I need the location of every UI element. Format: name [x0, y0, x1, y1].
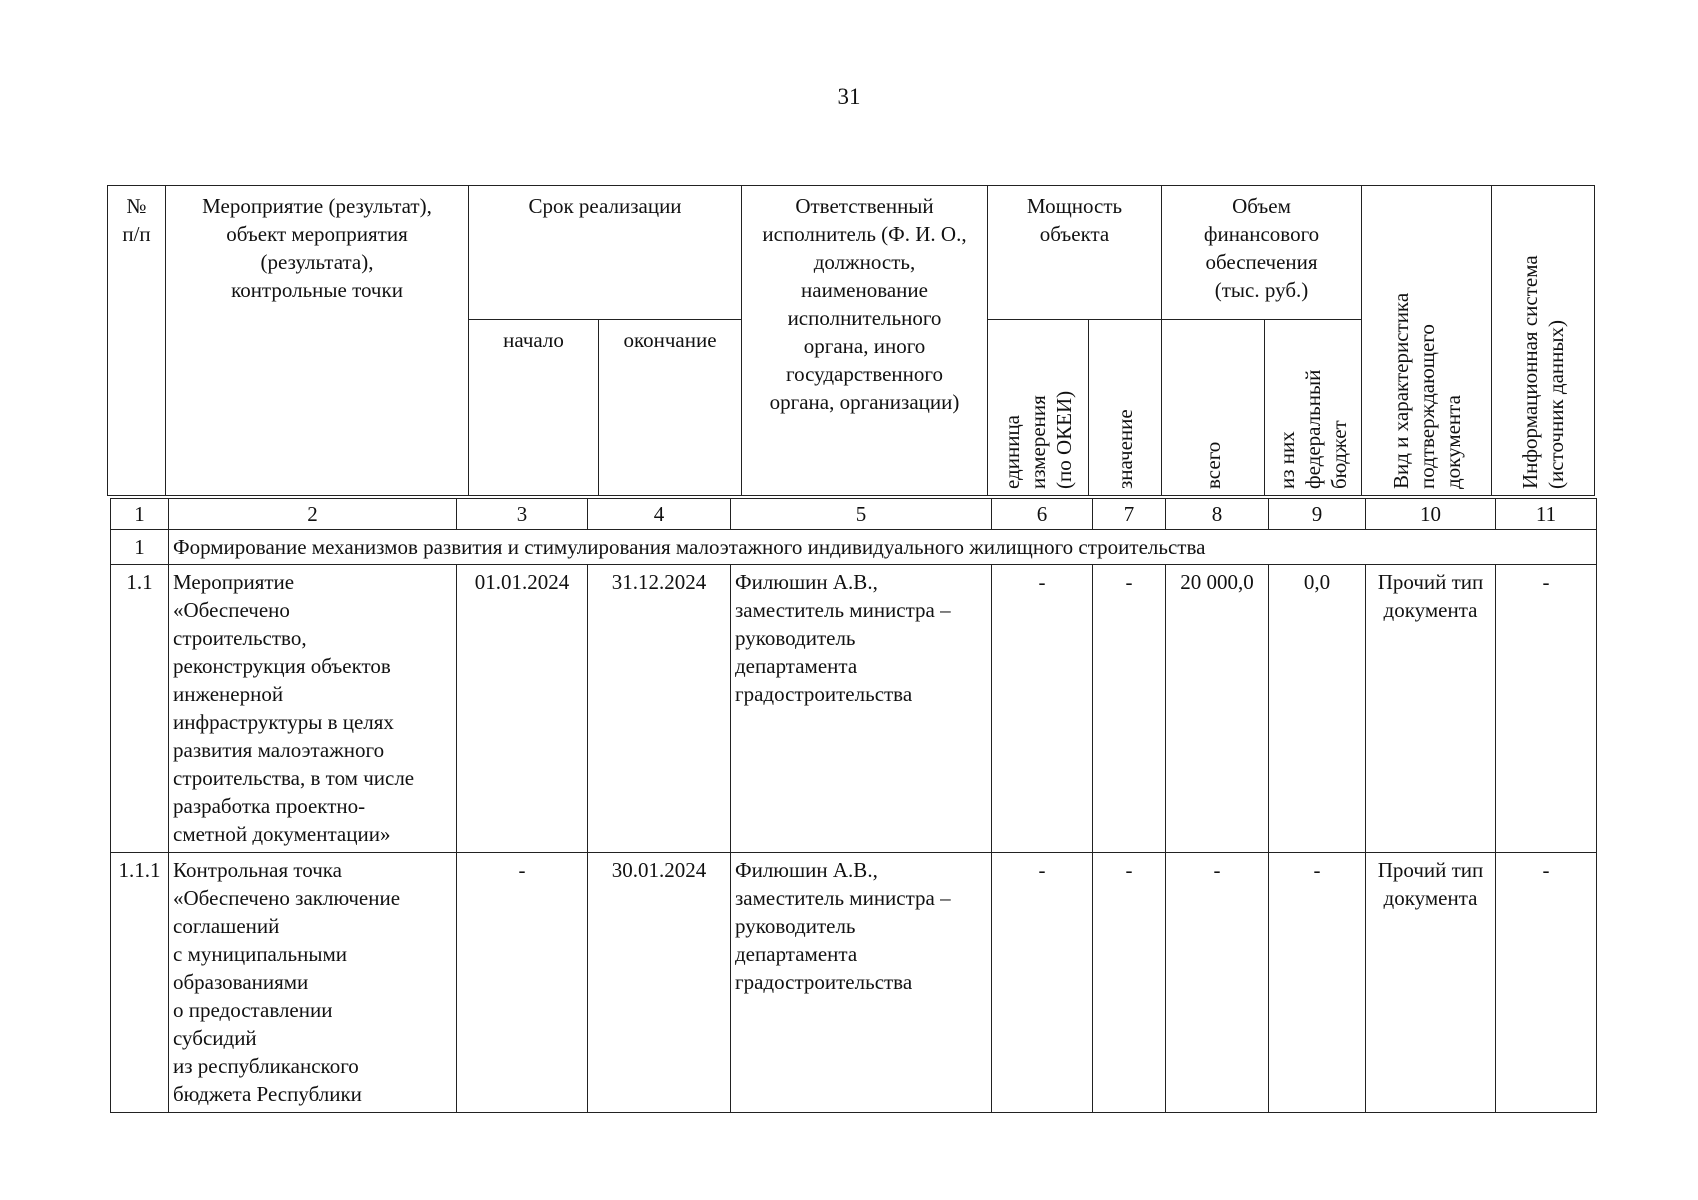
header-number: № п/п — [108, 186, 166, 496]
row-end: 31.12.2024 — [588, 565, 731, 853]
row-value: - — [1093, 565, 1166, 853]
row-federal: 0,0 — [1269, 565, 1366, 853]
row-unit: - — [992, 565, 1093, 853]
column-number: 2 — [169, 499, 457, 530]
header-federal: из них федеральный бюджет — [1275, 369, 1351, 489]
header-value-cell — [1089, 320, 1162, 496]
row-responsible: Филюшин А.В., заместитель министра – руководитель департамента градостроительства — [731, 565, 992, 853]
header-financing: Объем финансового обеспечения (тыс. руб.) — [1162, 186, 1362, 320]
row-doc-type: Прочий тип документа — [1366, 565, 1496, 853]
row-value: - — [1093, 853, 1166, 1113]
table-header — [107, 185, 1595, 496]
header-unit-cell — [988, 320, 1089, 496]
column-number: 7 — [1093, 499, 1166, 530]
header-capacity: Мощность объекта — [988, 186, 1162, 320]
header-info-system: Информационная система (источник данных) — [1518, 255, 1569, 489]
column-number: 1 — [111, 499, 169, 530]
header-period: Срок реализации — [469, 186, 742, 320]
row-responsible: Филюшин А.В., заместитель министра – руководитель департамента градостроительства — [731, 853, 992, 1113]
header-federal-cell — [1265, 320, 1362, 496]
header-total: всего — [1201, 441, 1225, 489]
header-start: начало — [469, 320, 599, 496]
header-responsible: Ответственный исполнитель (Ф. И. О., должность, наименование исполнительного органа, иного государственного органа, организации) — [742, 186, 988, 496]
column-number: 6 — [992, 499, 1093, 530]
row-activity: Мероприятие «Обеспечено строительство, реконструкция объектов инженерной инфраструктуры в целях развития малоэтажного строительства, в том числе разработка проектно- сметной документации» — [169, 565, 457, 853]
row-doc-type: Прочий тип документа — [1366, 853, 1496, 1113]
row-info-system: - — [1496, 565, 1597, 853]
header-activity: Мероприятие (результат), объект мероприятия (результата), контрольные точки — [166, 186, 469, 496]
row-end: 30.01.2024 — [588, 853, 731, 1113]
column-number: 10 — [1366, 499, 1496, 530]
column-number-row — [111, 499, 1597, 530]
table-row — [111, 565, 1597, 853]
page-number: 31 — [837, 84, 861, 109]
row-activity: Контрольная точка «Обеспечено заключение соглашений с муниципальными образованиями о предоставлении субсидий из республиканского бюджета Республики — [169, 853, 457, 1113]
table-row — [111, 853, 1597, 1113]
header-total-cell — [1162, 320, 1265, 496]
section-row — [111, 530, 1597, 565]
row-start: - — [457, 853, 588, 1113]
column-number: 11 — [1496, 499, 1597, 530]
column-number: 8 — [1166, 499, 1269, 530]
row-federal: - — [1269, 853, 1366, 1113]
row-start: 01.01.2024 — [457, 565, 588, 853]
row-number: 1.1 — [111, 565, 169, 853]
row-unit: - — [992, 853, 1093, 1113]
column-number: 9 — [1269, 499, 1366, 530]
header-end: окончание — [599, 320, 742, 496]
section-number: 1 — [111, 530, 169, 565]
header-unit: единица измерения (по ОКЕИ) — [1000, 390, 1076, 489]
row-total: - — [1166, 853, 1269, 1113]
table-body — [110, 498, 1597, 1113]
header-info-system-cell — [1492, 186, 1595, 496]
row-info-system: - — [1496, 853, 1597, 1113]
header-document-cell — [1362, 186, 1492, 496]
header-value: значение — [1113, 409, 1137, 489]
column-number: 5 — [731, 499, 992, 530]
column-number: 4 — [588, 499, 731, 530]
column-number: 3 — [457, 499, 588, 530]
section-title: Формирование механизмов развития и стимулирования малоэтажного индивидуального жилищного строительства — [169, 530, 1597, 565]
row-number: 1.1.1 — [111, 853, 169, 1113]
row-total: 20 000,0 — [1166, 565, 1269, 853]
header-document: Вид и характеристика подтверждающего документа — [1388, 292, 1465, 489]
